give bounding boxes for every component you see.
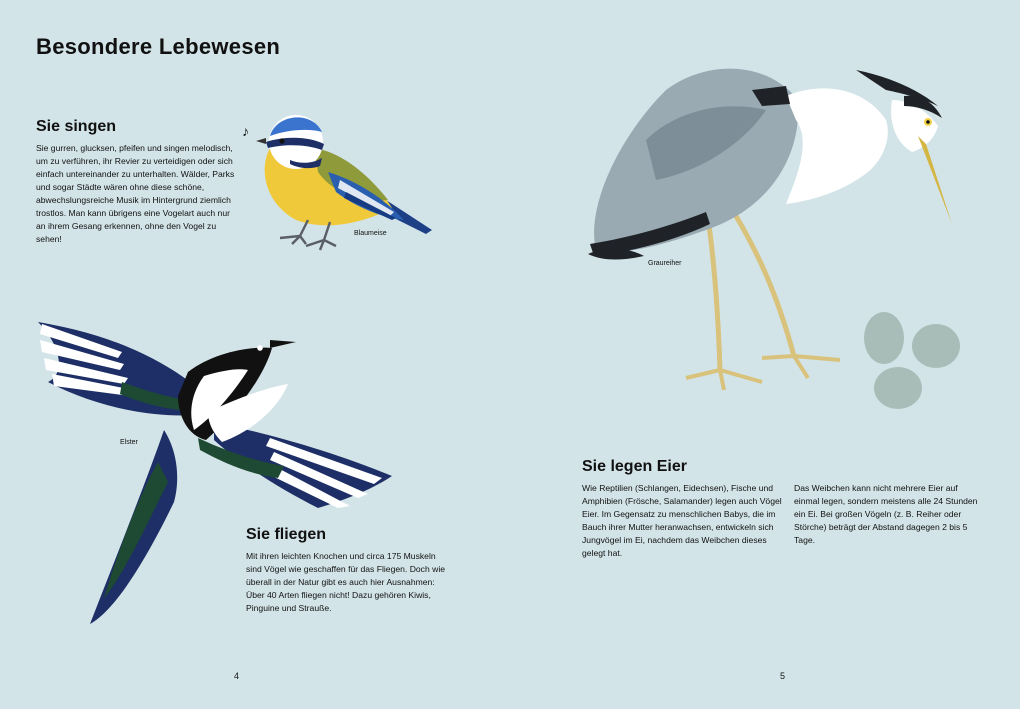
egg-2 — [912, 324, 960, 368]
magpie-tail — [90, 430, 177, 624]
singing-heading: Sie singen — [36, 118, 117, 135]
heron-caption: Graureiher — [648, 260, 682, 267]
blue-tit-caption: Blaumeise — [354, 230, 387, 237]
flying-heading: Sie fliegen — [246, 526, 327, 543]
flying-text: Mit ihren leichten Knochen und circa 175 Muskeln sind Vögel wie geschaffen für das Fliegen. Doch wie überall in der Natur gibt es auch hier Ausnahmen: Über 40 Arten fliegen nicht! Dazu gehören Kiwis, Pinguine und Strauße. — [246, 551, 446, 613]
page-number-right: 5 — [780, 671, 786, 681]
eggs-text-col1: Wie Reptilien (Schlangen, Eidechsen), Fische und Amphibien (Frösche, Salamander) legen auch Vögel Eier. Im Gegensatz zu menschlichen Babys, die im Bauch ihrer Mutter heranwachsen, entwickeln sich Jungvögel im Ei, nachdem das Weibchen dieses gelegt hat. — [582, 483, 782, 558]
blue-tit-illustration — [236, 108, 436, 258]
music-note-icon: ♪ — [242, 123, 249, 139]
heron-legs — [686, 216, 840, 390]
egg-3 — [874, 367, 922, 409]
eggs-heading: Sie legen Eier — [582, 458, 687, 475]
magpie-caption: Elster — [120, 439, 138, 446]
eggs-text-col2: Das Weibchen kann nicht mehrere Eier auf einmal legen, sondern meistens alle 24 Stunden ein Ei. Bei großen Vögeln (z. B. Reiher oder Störche) beträgt der Abstand dagegen 2 bis 5 Tage. — [794, 483, 978, 545]
magpie-body — [178, 340, 296, 442]
singing-text: Sie gurren, glucksen, pfeifen und singen melodisch, um zu verführen, ihr Revier zu verteidigen oder sich einfach untereinander zu unterhalten. Wälder, Parks und sogar Städte wären ohne diese schöne, abwechslungsreiche Musik im Hintergrund ziemlich trostlos. Man kann übrigens eine Vogelart auch nur an ihrem Gesang erkennen, ohne den Vogel zu sehen! — [36, 143, 235, 244]
egg-1 — [864, 312, 904, 364]
eggs-illustration — [858, 312, 968, 412]
page-title: Besondere Lebewesen — [36, 34, 281, 59]
page-number-left: 4 — [234, 671, 240, 681]
